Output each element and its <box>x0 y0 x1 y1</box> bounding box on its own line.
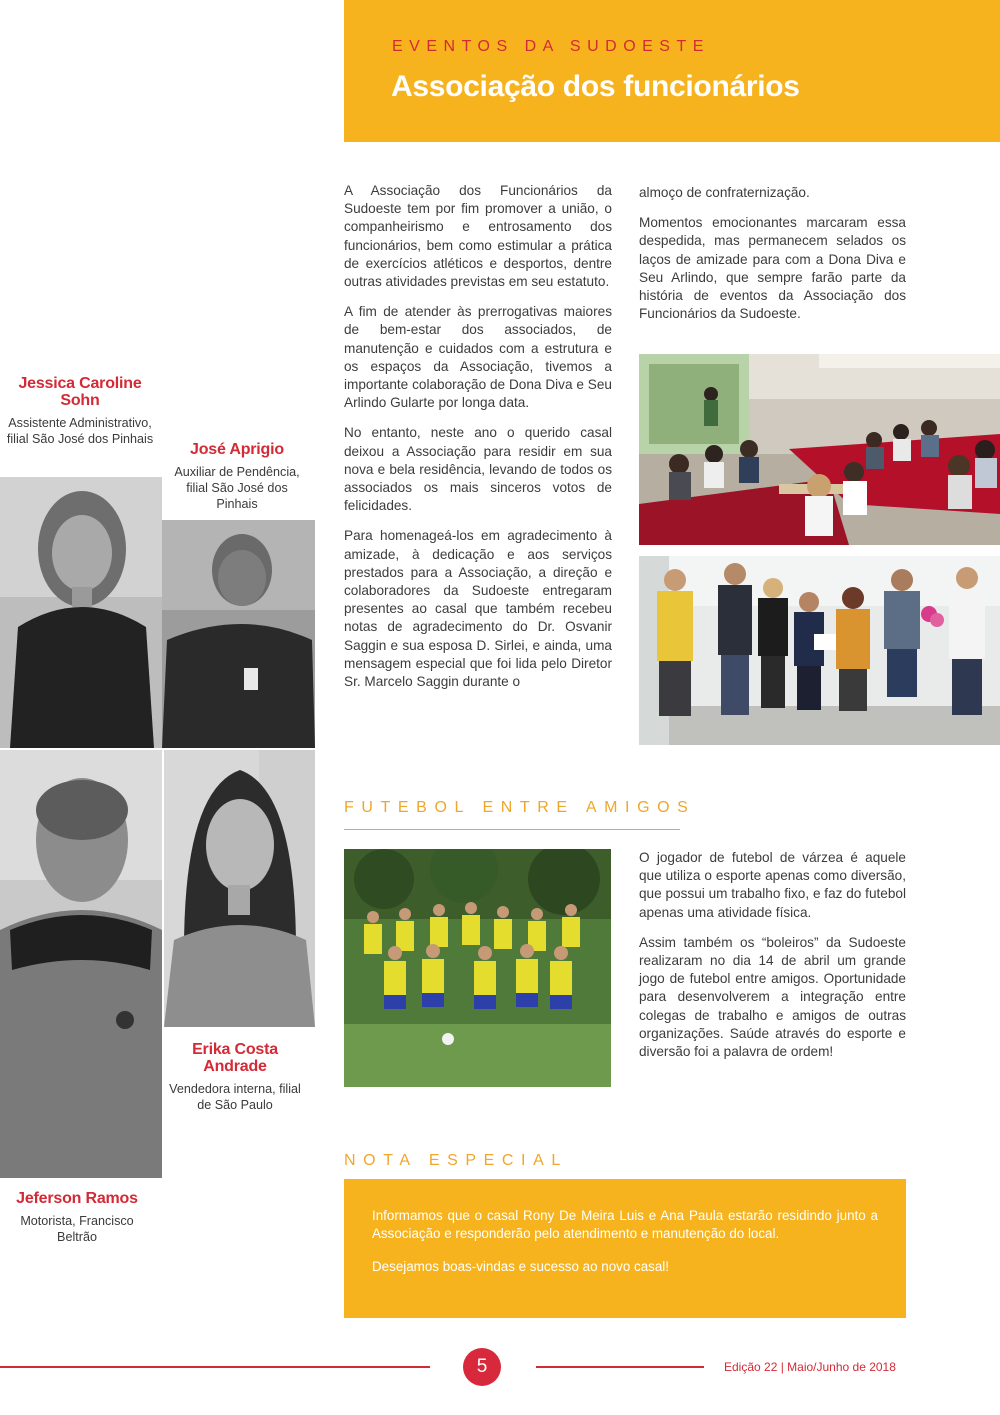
section-kicker: EVENTOS DA SUDOESTE <box>392 38 710 55</box>
article-paragraph: A Associação dos Funcionários da Sudoeste tem por fim promover a união, o companheirismo e entrosamento dos funcionários, bem como estimular a prática de exercícios atléticos e desportos, dentre outras atividades previstas em seu estatuto. <box>344 183 612 290</box>
photo-jessica-caroline-sohn <box>0 477 162 748</box>
article-paragraph: No entanto, neste ano o querido casal deixou a Associação para residir em sua nova e bela residência, levando de todos os associados os mais sinceros votos de felicidades. <box>344 425 612 514</box>
article-paragraph: Para homenageá-los em agradecimento à amizade, à dedicação e aos serviços prestados para a Associação, a direção e colaboradores da Sudoeste entregaram presentes ao casal que também recebeu notas de agradecimento do Dr. Osvanir Saggin e sua esposa D. Sirlei, e ainda, uma mensagem especial que foi lida pelo Diretor Sr. Marcelo Saggin durante o <box>344 528 612 690</box>
article-paragraph: A fim de atender às prerrogativas maiores de bem-estar dos associados, de manutenção e cuidados com a estrutura e os espaços da Associação, tivemos a importante colaboração de Dona Diva e Seu Arlindo Gularte por longa data. <box>344 304 612 411</box>
person-name: Jeferson Ramos <box>16 1190 138 1207</box>
section-divider <box>344 829 680 830</box>
article-column-1 <box>344 182 612 703</box>
photo-jose-aprigio <box>162 520 315 748</box>
futebol-text <box>639 849 906 1073</box>
section-title-futebol: FUTEBOL ENTRE AMIGOS <box>344 799 696 816</box>
photo-jeferson-ramos <box>0 750 162 1178</box>
person-name: José Aprigio <box>190 441 284 458</box>
person-name: Erika Costa Andrade <box>192 1041 278 1075</box>
person-role: Motorista, Francisco Beltrão <box>20 1214 134 1245</box>
article-column-2 <box>639 184 906 335</box>
person-role: Auxiliar de Pendência, filial São José dos Pinhais <box>174 465 300 512</box>
person-caption <box>166 441 308 513</box>
edition-label: Edição 22 | Maio/Junho de 2018 <box>724 1360 896 1374</box>
page-title: Associação dos funcionários <box>391 70 800 103</box>
page-number: 5 <box>463 1348 501 1386</box>
person-name: Jessica Caroline Sohn <box>18 375 142 409</box>
article-paragraph: Assim também os “boleiros” da Sudoeste realizaram no dia 14 de abril um grande jogo de futebol entre amigos. Oportunidade para desenvolverem a integração entre colegas de trabalho e amigos de outras organizações. Saúde através do esporte e diversão foi a palavra de ordem! <box>639 934 906 1060</box>
person-caption <box>0 375 160 447</box>
person-role: Assistente Administrativo, filial São José dos Pinhais <box>6 416 154 447</box>
article-paragraph: Momentos emocionantes marcaram essa despedida, mas permanecem selados os laços de amizade para com a Dona Diva e Seu Arlindo, que sempre farão parte da história de eventos da Associação dos Funcionários da Sudoeste. <box>639 215 906 322</box>
section-title-nota: NOTA ESPECIAL <box>344 1152 568 1169</box>
note-paragraph: Desejamos boas-vindas e sucesso ao novo casal! <box>372 1258 669 1274</box>
person-caption <box>166 1041 304 1113</box>
article-paragraph: almoço de confraternização. <box>639 185 810 200</box>
person-caption <box>4 1190 150 1245</box>
note-paragraph: Informamos que o casal Rony De Meira Luis e Ana Paula estarão residindo junto a Associação e responderão pelo atendimento e manutenção do local. <box>372 1208 878 1242</box>
article-paragraph: O jogador de futebol de várzea é aquele que utiliza o esporte apenas como diversão, que possui um trabalho fixo, e faz do futebol apenas uma atividade física. <box>639 850 906 920</box>
photo-erika-costa-andrade <box>164 750 315 1027</box>
person-role: Vendedora interna, filial de São Paulo <box>169 1082 301 1113</box>
photo-football-team <box>344 849 611 1087</box>
special-note-box <box>344 1179 906 1318</box>
footer-rule-left <box>0 1366 430 1368</box>
footer-rule-right <box>536 1366 704 1368</box>
photo-homage-group <box>639 556 1000 745</box>
photo-lunch-tables <box>639 354 1000 545</box>
